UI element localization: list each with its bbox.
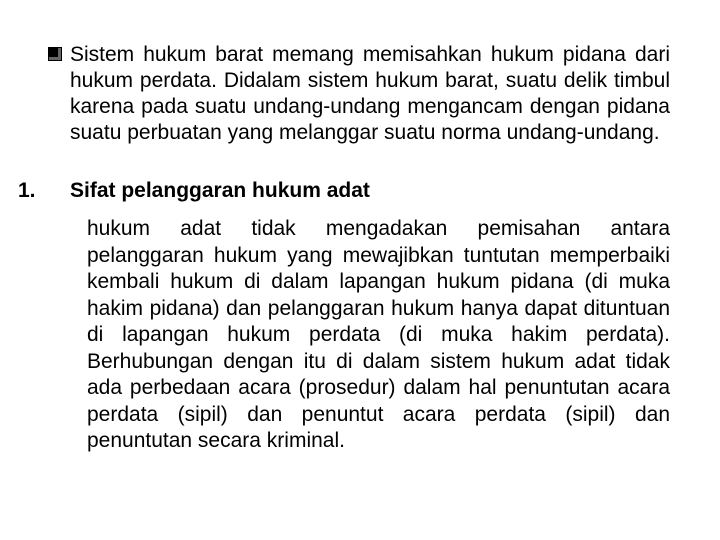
list-body-paragraph: hukum adat tidak mengadakan pemisahan antara pelanggaran hukum yang mewajibkan tuntutan memperbaiki kembali hukum di dalam lapangan hukum pidana (di muka hakim pidana) dan pelanggaran hukum hanya dapat dituntuan di lapangan hukum perdata (di muka hakim perdata). Berhubungan dengan itu di dalam sistem hukum adat tidak ada perbedaan acara (prosedur) dalam hal penuntutan acara perdata (sipil) dan penuntut acara perdata (sipil) dan penuntutan secara kriminal. bbox=[87, 217, 670, 452]
square-bullet-icon bbox=[48, 47, 62, 61]
list-number: 1. bbox=[18, 179, 36, 202]
bullet-paragraph bbox=[48, 42, 670, 146]
bullet-paragraph-text: Sistem hukum barat memang memisahkan hukum pidana dari hukum perdata. Didalam sistem hukum barat, suatu delik timbul karena pada suatu undang-undang mengancam dengan pidana suatu perbuatan yang melanggar suatu norma undang-undang. bbox=[70, 43, 670, 144]
list-heading-text: Sifat pelanggaran hukum adat bbox=[70, 179, 370, 202]
list-heading bbox=[18, 178, 370, 204]
